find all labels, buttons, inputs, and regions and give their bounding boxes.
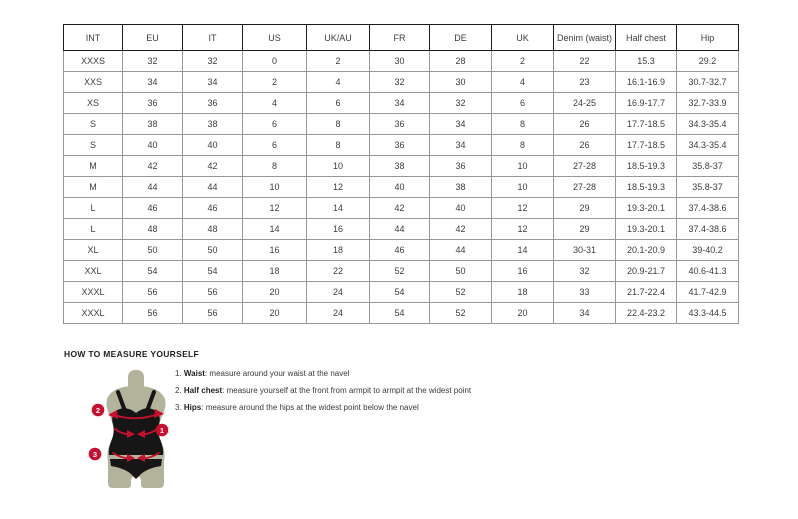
table-cell: 36	[123, 93, 183, 114]
size-chart-table	[63, 24, 739, 324]
table-cell: 34.3-35.4	[677, 135, 739, 156]
table-row	[64, 93, 739, 114]
table-cell: 17.7-18.5	[616, 114, 677, 135]
table-cell: 34	[430, 135, 492, 156]
table-cell: 54	[370, 303, 430, 324]
badge-2-number: 2	[95, 406, 101, 415]
mannequin-figure	[85, 369, 185, 493]
table-cell: 8	[492, 135, 554, 156]
table-cell: 22	[307, 261, 370, 282]
table-cell: 8	[243, 156, 307, 177]
table-cell: 52	[430, 303, 492, 324]
table-cell: 26	[554, 114, 616, 135]
column-header: Half chest	[616, 25, 677, 51]
column-header: US	[243, 25, 307, 51]
table-cell: 6	[243, 135, 307, 156]
table-cell: L	[64, 219, 123, 240]
table-cell: 37.4-38.6	[677, 198, 739, 219]
table-cell: 2	[243, 72, 307, 93]
column-header: UK/AU	[307, 25, 370, 51]
table-cell: 20.1-20.9	[616, 240, 677, 261]
table-cell: 28	[430, 51, 492, 72]
table-cell: 40	[430, 198, 492, 219]
table-cell: 10	[492, 177, 554, 198]
item-number: 1.	[175, 369, 182, 378]
table-cell: 38	[183, 114, 243, 135]
measure-item-waist	[175, 369, 471, 379]
table-row	[64, 282, 739, 303]
table-cell: 52	[370, 261, 430, 282]
table-cell: 8	[492, 114, 554, 135]
measure-item-half-chest	[175, 386, 471, 396]
table-cell: 2	[492, 51, 554, 72]
table-row	[64, 135, 739, 156]
table-cell: 32	[123, 51, 183, 72]
table-cell: 22.4-23.2	[616, 303, 677, 324]
table-row	[64, 219, 739, 240]
table-cell: 24	[307, 303, 370, 324]
table-cell: 46	[183, 198, 243, 219]
table-cell: 32	[370, 72, 430, 93]
table-cell: 36	[370, 114, 430, 135]
table-row	[64, 261, 739, 282]
table-cell: 43.3-44.5	[677, 303, 739, 324]
measure-item-hips	[175, 403, 471, 413]
table-cell: 32.7-33.9	[677, 93, 739, 114]
table-cell: 42	[123, 156, 183, 177]
table-cell: 34.3-35.4	[677, 114, 739, 135]
table-cell: 20	[243, 303, 307, 324]
table-row	[64, 303, 739, 324]
table-cell: 20	[243, 282, 307, 303]
table-cell: 48	[123, 219, 183, 240]
table-cell: 16.9-17.7	[616, 93, 677, 114]
table-cell: S	[64, 135, 123, 156]
table-cell: 18.5-19.3	[616, 156, 677, 177]
table-cell: 16.1-16.9	[616, 72, 677, 93]
table-cell: 54	[370, 282, 430, 303]
table-cell: 12	[492, 198, 554, 219]
table-cell: 10	[307, 156, 370, 177]
table-cell: 16	[492, 261, 554, 282]
column-header: DE	[430, 25, 492, 51]
table-cell: 6	[492, 93, 554, 114]
table-cell: 14	[492, 240, 554, 261]
badge-3-number: 3	[92, 450, 98, 459]
table-cell: 42	[370, 198, 430, 219]
table-cell: 18	[492, 282, 554, 303]
table-cell: 22	[554, 51, 616, 72]
table-cell: 38	[430, 177, 492, 198]
table-cell: 8	[307, 135, 370, 156]
table-cell: 10	[492, 156, 554, 177]
table-cell: 15.3	[616, 51, 677, 72]
table-cell: 21.7-22.4	[616, 282, 677, 303]
measure-instructions	[175, 369, 471, 420]
table-cell: L	[64, 198, 123, 219]
table-cell: 19.3-20.1	[616, 219, 677, 240]
table-cell: 10	[243, 177, 307, 198]
table-cell: 12	[492, 219, 554, 240]
table-cell: 34	[123, 72, 183, 93]
table-cell: XS	[64, 93, 123, 114]
table-cell: S	[64, 114, 123, 135]
table-cell: 41.7-42.9	[677, 282, 739, 303]
table-cell: 42	[183, 156, 243, 177]
table-cell: 12	[307, 177, 370, 198]
table-cell: 17.7-18.5	[616, 135, 677, 156]
table-cell: XXXL	[64, 303, 123, 324]
table-cell: XXL	[64, 261, 123, 282]
table-cell: 8	[307, 114, 370, 135]
table-cell: 16	[243, 240, 307, 261]
table-cell: 38	[370, 156, 430, 177]
table-cell: 36	[430, 156, 492, 177]
badge-2	[92, 404, 105, 417]
table-row	[64, 177, 739, 198]
table-cell: 34	[430, 114, 492, 135]
table-cell: XXXL	[64, 282, 123, 303]
table-cell: 24	[307, 282, 370, 303]
table-cell: 26	[554, 135, 616, 156]
table-cell: 52	[430, 282, 492, 303]
table-cell: 23	[554, 72, 616, 93]
mannequin-illustration	[85, 369, 185, 493]
column-header: IT	[183, 25, 243, 51]
table-cell: 40	[370, 177, 430, 198]
table-cell: 56	[183, 303, 243, 324]
column-header: FR	[370, 25, 430, 51]
table-cell: 29	[554, 219, 616, 240]
table-row	[64, 240, 739, 261]
table-cell: 18.5-19.3	[616, 177, 677, 198]
badge-1	[156, 424, 169, 437]
table-cell: 40	[183, 135, 243, 156]
table-cell: 54	[123, 261, 183, 282]
table-cell: 32	[430, 93, 492, 114]
table-cell: 14	[307, 198, 370, 219]
table-cell: 18	[307, 240, 370, 261]
table-cell: XL	[64, 240, 123, 261]
table-row	[64, 72, 739, 93]
table-cell: 30-31	[554, 240, 616, 261]
item-text: : measure around your waist at the navel	[204, 369, 350, 378]
table-cell: 34	[183, 72, 243, 93]
table-cell: 35.8-37	[677, 156, 739, 177]
table-cell: 19.3-20.1	[616, 198, 677, 219]
table-cell: 50	[183, 240, 243, 261]
table-cell: 29.2	[677, 51, 739, 72]
table-cell: 2	[307, 51, 370, 72]
table-cell: 18	[243, 261, 307, 282]
table-cell: 33	[554, 282, 616, 303]
table-cell: 4	[492, 72, 554, 93]
table-cell: 48	[183, 219, 243, 240]
table-cell: XXXS	[64, 51, 123, 72]
table-cell: 30.7-32.7	[677, 72, 739, 93]
table-cell: 46	[123, 198, 183, 219]
table-cell: M	[64, 156, 123, 177]
table-cell: 34	[370, 93, 430, 114]
badge-1-number: 1	[159, 426, 165, 435]
item-number: 3.	[175, 403, 182, 412]
table-cell: 30	[430, 72, 492, 93]
table-cell: 46	[370, 240, 430, 261]
column-header: INT	[64, 25, 123, 51]
table-cell: 56	[183, 282, 243, 303]
item-label: Half chest	[183, 386, 223, 395]
table-cell: 0	[243, 51, 307, 72]
header-row	[64, 25, 739, 51]
table-cell: 38	[123, 114, 183, 135]
badge-3	[89, 448, 102, 461]
column-header: UK	[492, 25, 554, 51]
column-header: EU	[123, 25, 183, 51]
table-cell: 44	[370, 219, 430, 240]
table-cell: 14	[243, 219, 307, 240]
table-cell: 36	[183, 93, 243, 114]
table-cell: 35.8-37	[677, 177, 739, 198]
table-cell: 27-28	[554, 177, 616, 198]
table-cell: 24-25	[554, 93, 616, 114]
table-cell: 42	[430, 219, 492, 240]
table-cell: 54	[183, 261, 243, 282]
table-cell: 20	[492, 303, 554, 324]
table-cell: 6	[307, 93, 370, 114]
table-cell: 6	[243, 114, 307, 135]
table-cell: 56	[123, 282, 183, 303]
item-text: : measure yourself at the front from armpit to armpit at the widest point	[222, 386, 472, 395]
table-cell: 44	[430, 240, 492, 261]
table-cell: 40	[123, 135, 183, 156]
table-cell: 39-40.2	[677, 240, 739, 261]
table-cell: 32	[183, 51, 243, 72]
item-label: Waist	[183, 369, 205, 378]
table-cell: 44	[183, 177, 243, 198]
table-cell: 4	[307, 72, 370, 93]
table-cell: 36	[370, 135, 430, 156]
column-header: Hip	[677, 25, 739, 51]
table-cell: 40.6-41.3	[677, 261, 739, 282]
table-cell: M	[64, 177, 123, 198]
item-text: : measure around the hips at the widest point below the navel	[201, 403, 419, 412]
table-cell: 12	[243, 198, 307, 219]
table-cell: 30	[370, 51, 430, 72]
table-row	[64, 198, 739, 219]
column-header: Denim (waist)	[554, 25, 616, 51]
item-number: 2.	[175, 386, 182, 395]
table-cell: 16	[307, 219, 370, 240]
table-row	[64, 156, 739, 177]
table-cell: 20.9-21.7	[616, 261, 677, 282]
table-cell: 56	[123, 303, 183, 324]
table-cell: 37.4-38.6	[677, 219, 739, 240]
table-cell: 32	[554, 261, 616, 282]
how-to-measure-heading: HOW TO MEASURE YOURSELF	[64, 349, 200, 359]
table-cell: 27-28	[554, 156, 616, 177]
table-row	[64, 51, 739, 72]
table-cell: 34	[554, 303, 616, 324]
table-cell: 50	[123, 240, 183, 261]
table-cell: 50	[430, 261, 492, 282]
table-cell: 44	[123, 177, 183, 198]
table-cell: XXS	[64, 72, 123, 93]
item-label: Hips	[183, 403, 202, 412]
table-cell: 29	[554, 198, 616, 219]
table-cell: 4	[243, 93, 307, 114]
table-row	[64, 114, 739, 135]
